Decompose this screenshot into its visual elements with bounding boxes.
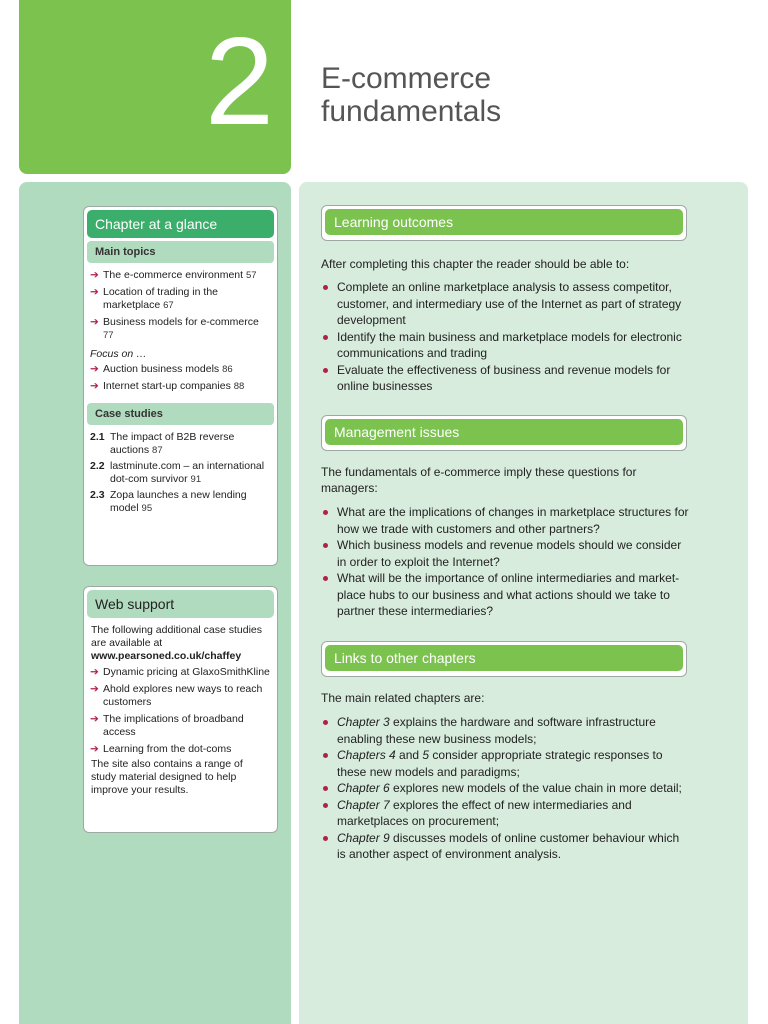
issue-text: What will be the importance of online intermediaries and market-place hubs to our business and what actions should we take to partner these intermediaries?	[337, 571, 680, 618]
case-studies-label: Case studies	[87, 403, 274, 425]
topic-text: The e-commerce environment	[103, 269, 244, 281]
page-number: 88	[233, 381, 245, 392]
web-support-box	[83, 586, 278, 833]
links-intro: The main related chapters are:	[321, 691, 485, 705]
list-item	[321, 279, 691, 329]
bullet-icon	[323, 543, 328, 548]
bullet-icon	[323, 720, 328, 725]
bullet-icon	[323, 285, 328, 290]
case-text: lastminute.com – an international dot-com survivor	[110, 460, 265, 485]
chapter-ref: Chapters 4	[337, 748, 396, 762]
arrow-icon: ➔	[90, 713, 99, 725]
list-item	[90, 460, 271, 486]
case-text: Zopa launches a new lending model	[110, 489, 247, 514]
web-support-outro: The site also contains a range of study material designed to help improve your results.	[91, 758, 243, 796]
link-text: discusses models of online customer behaviour which is another aspect of environment analysis.	[337, 830, 680, 861]
management-issues-title: Management issues	[325, 419, 683, 445]
list-item	[321, 714, 691, 747]
arrow-icon: ➔	[90, 316, 99, 328]
bullet-icon	[323, 803, 328, 808]
outcome-text: Evaluate the effectiveness of business and revenue models for online businesses	[337, 362, 671, 393]
case-number: 2.3	[90, 489, 105, 501]
chapter-ref: Chapter 3	[337, 715, 390, 729]
link-text: consider appropriate strategic responses to these new models and paradigms;	[337, 748, 663, 779]
chapter-number: 2	[205, 13, 270, 151]
page-number: 67	[163, 300, 174, 311]
list-item	[90, 431, 271, 457]
page-number: 86	[222, 364, 233, 375]
case-number: 2.1	[90, 431, 105, 443]
arrow-icon: ➔	[90, 380, 99, 392]
list-item	[90, 286, 271, 312]
arrow-icon: ➔	[90, 683, 99, 695]
bullet-icon	[323, 836, 328, 841]
learning-outcomes-header	[321, 205, 687, 241]
page-number: 95	[141, 503, 153, 514]
list-item	[321, 504, 691, 537]
bullet-icon	[323, 510, 328, 515]
focus-text: Internet start-up companies	[103, 380, 231, 392]
learning-outcomes-list	[321, 279, 691, 395]
focus-list	[84, 363, 277, 393]
topic-text: Business models for e-commerce	[103, 316, 259, 328]
list-item	[90, 269, 271, 282]
page-number: 57	[245, 270, 257, 281]
list-item	[321, 797, 691, 830]
chapter-title-line-1: E-commerce	[321, 62, 492, 95]
arrow-icon: ➔	[90, 743, 99, 755]
page-number: 87	[152, 445, 163, 456]
page-number: 77	[103, 330, 114, 341]
main-topics-list	[84, 269, 277, 342]
web-support-intro	[84, 624, 277, 663]
chapter-ref: Chapter 9	[337, 830, 390, 845]
management-issues-list	[321, 504, 691, 620]
chapter-ref: 5	[422, 748, 430, 762]
bullet-icon	[323, 576, 328, 581]
chapter-ref: Chapter 7	[337, 797, 390, 812]
list-item	[90, 683, 271, 709]
links-to-other-chapters-header	[321, 641, 687, 677]
outcome-text: Identify the main business and marketplace models for electronic communications and trading	[337, 329, 682, 360]
bullet-icon	[323, 786, 328, 791]
list-item	[321, 362, 691, 395]
arrow-icon: ➔	[90, 269, 99, 281]
bullet-icon	[323, 368, 328, 373]
link-text: explores new models of the value chain in more detail;	[389, 781, 682, 795]
list-item	[90, 713, 271, 739]
arrow-icon: ➔	[90, 666, 99, 678]
list-item	[90, 489, 271, 515]
glance-title: Chapter at a glance	[87, 210, 274, 238]
list-item	[321, 747, 691, 780]
list-item	[90, 666, 271, 679]
web-support-list	[84, 666, 277, 756]
arrow-icon: ➔	[90, 286, 99, 298]
web-item-text: Ahold explores new ways to reach customers	[103, 683, 263, 708]
web-item-text: The implications of broadband access	[103, 713, 244, 738]
link-text: explores the effect of new intermediaries and marketplaces on procurement;	[337, 797, 632, 828]
list-item	[90, 380, 271, 393]
list-item	[90, 363, 271, 376]
web-item-text: Learning from the dot-coms	[103, 743, 232, 755]
issue-text: Which business models and revenue models should we consider in order to exploit the Internet?	[337, 538, 682, 569]
focus-on-label: Focus on …	[90, 348, 147, 360]
bullet-icon	[323, 753, 328, 758]
link-text: and	[395, 748, 423, 762]
web-support-title: Web support	[87, 590, 274, 618]
list-item	[321, 570, 691, 620]
list-item	[90, 316, 271, 342]
case-text: The impact of B2B reverse auctions	[110, 431, 235, 456]
management-issues-intro: The fundamentals of e-commerce imply these questions for managers:	[321, 465, 637, 495]
page-number: 91	[190, 474, 202, 485]
chapter-title-line-2: fundamentals	[321, 95, 502, 128]
learning-outcomes-intro: After completing this chapter the reader should be able to:	[321, 257, 630, 271]
case-number: 2.2	[90, 460, 105, 472]
case-studies-list	[84, 431, 277, 515]
list-item	[321, 537, 691, 570]
arrow-icon: ➔	[90, 363, 99, 375]
main-topics-label: Main topics	[87, 241, 274, 263]
topic-text: Location of trading in the marketplace	[103, 286, 218, 311]
learning-outcomes-title: Learning outcomes	[325, 209, 683, 235]
web-support-url[interactable]: www.pearsoned.co.uk/chaffey	[91, 650, 242, 662]
issue-text: What are the implications of changes in marketplace structures for how we trade with customers and other partners?	[337, 505, 689, 536]
list-item	[90, 743, 271, 756]
bullet-icon	[323, 335, 328, 340]
focus-text: Auction business models	[103, 363, 220, 375]
outcome-text: Complete an online marketplace analysis to assess competitor, customer, and intermediary use of the Internet as part of strategy development	[337, 280, 682, 327]
list-item	[321, 830, 691, 863]
list-item	[321, 780, 691, 797]
management-issues-header	[321, 415, 687, 451]
chapter-at-a-glance-box	[83, 206, 278, 566]
links-list	[321, 714, 691, 863]
list-item	[321, 329, 691, 362]
web-item-text: Dynamic pricing at GlaxoSmithKline	[103, 666, 270, 678]
web-intro-text: The following additional case studies are available at	[91, 624, 263, 649]
chapter-ref: Chapter 6	[337, 781, 390, 795]
links-title: Links to other chapters	[325, 645, 683, 671]
link-text: explains the hardware and software infrastructure enabling these new business models;	[337, 715, 656, 746]
chapter-title	[321, 62, 501, 128]
